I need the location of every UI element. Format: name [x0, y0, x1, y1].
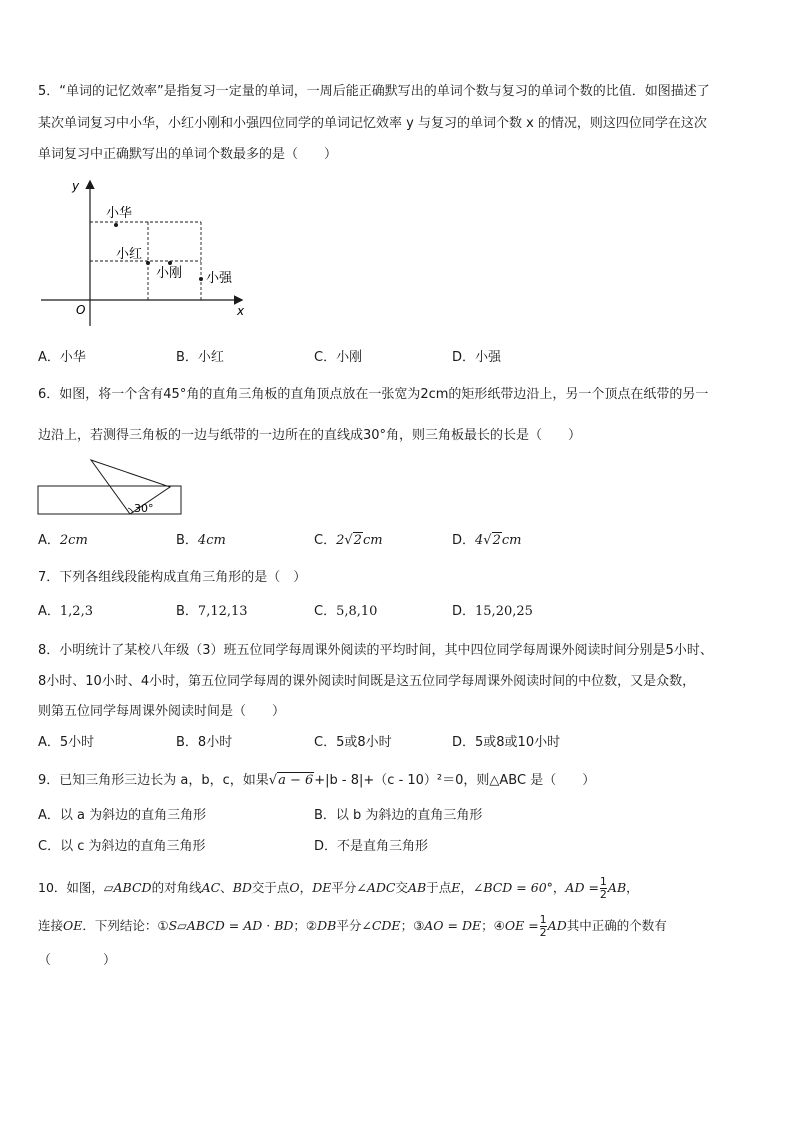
q6-line-2: 边沿上，若测得三角板的一边与纸带的一边所在的直线成30°角，则三角板最长的长是（ ）	[38, 428, 582, 443]
set-square-triangle	[91, 460, 170, 514]
q8-line-2: 8小时、10小时、4小时，第五位同学每周的课外阅读时间既是这五位同学每周课外阅读时间的中位数，又是众数，	[38, 674, 696, 689]
q7-option-d[interactable]: D．15,20,25	[452, 604, 533, 619]
q8-option-b[interactable]: B．8小时	[176, 735, 233, 750]
q5-line-3: 单词复习中正确默写出的单词个数最多的是（ ）	[38, 147, 338, 162]
q5-option-d[interactable]: D．小强	[452, 350, 502, 365]
q10-line-3: （ ）	[38, 953, 117, 968]
q8-line-1: 8．小明统计了某校八年级（3）班五位同学每周课外阅读的平均时间，其中四位同学每周课外阅读时间分别是5小时、	[38, 643, 713, 658]
point-xiaohua	[114, 223, 118, 227]
q6-option-a[interactable]: A．2cm	[38, 533, 88, 548]
q5-line-1: 5．“单词的记忆效率”是指复习一定量的单词，一周后能正确默写出的单词个数与复习的单词个数的比值．如图描述了	[38, 84, 710, 99]
point-xiaohong	[146, 261, 150, 265]
q6-line-1: 6．如图，将一个含有45°角的直角三角板的直角顶点放在一张宽为2cm的矩形纸带边沿上，另一个顶点在纸带的另一	[38, 387, 709, 402]
origin-label: O	[76, 303, 86, 317]
q8-option-a[interactable]: A．5小时	[38, 735, 95, 750]
q7-option-a[interactable]: A．1,2,3	[38, 604, 93, 619]
q6-option-c[interactable]: C．2√2cm	[314, 533, 383, 548]
q7-option-b[interactable]: B．7,12,13	[176, 604, 248, 619]
q5-option-c[interactable]: C．小刚	[314, 350, 363, 365]
label-xiaohong: 小红	[116, 247, 143, 262]
q6-triangle-strip-figure	[36, 456, 186, 518]
q7-option-c[interactable]: C．5,8,10	[314, 604, 378, 619]
q9-line-1: 9．已知三角形三边长为 a，b，c，如果√a − 6+|b - 8|+（c - 10）²＝0，则△ABC 是（ ）	[38, 773, 596, 788]
sqrt-sign: √	[344, 533, 353, 548]
y-axis-label: y	[72, 179, 80, 193]
point-xiaoqiang	[199, 277, 203, 281]
sqrt-sign: √	[483, 533, 492, 548]
fraction-one-half: $\frac{1}{2}$	[599, 875, 607, 901]
paper-strip	[38, 486, 181, 514]
q5-scatter-figure	[36, 176, 266, 326]
q9-option-c[interactable]: C．以 c 为斜边的直角三角形	[38, 839, 206, 854]
q7-line-1: 7．下列各组线段能构成直角三角形的是（ ）	[38, 570, 307, 585]
point-xiaogang	[168, 261, 172, 265]
q10-line-1: 10．如图，▱ABCD的对角线AC、BD交于点O，DE平分∠ADC交AB于点E，∠BCD = 60°，AD = $\frac{1}{2}$ AB，	[38, 875, 639, 901]
dashed-guides	[90, 222, 201, 300]
q8-line-3: 则第五位同学每周课外阅读时间是（ ）	[38, 704, 286, 719]
angle-label: 30°	[134, 502, 154, 515]
q5-option-b[interactable]: B．小红	[176, 350, 224, 365]
q8-option-c[interactable]: C．5或8小时	[314, 735, 392, 750]
x-axis-label: x	[237, 304, 245, 318]
label-xiaogang: 小刚	[156, 266, 183, 281]
q8-option-d[interactable]: D．5或8或10小时	[452, 735, 561, 750]
q9-option-b[interactable]: B．以 b 为斜边的直角三角形	[314, 808, 483, 823]
fraction-one-half: $\frac{1}{2}$	[539, 913, 547, 939]
q6-option-b[interactable]: B．4cm	[176, 533, 226, 548]
q5-option-a[interactable]: A．小华	[38, 350, 86, 365]
q9-option-a[interactable]: A．以 a 为斜边的直角三角形	[38, 808, 207, 823]
sqrt-sign: √	[268, 773, 278, 788]
label-xiaoqiang: 小强	[206, 271, 233, 286]
q9-option-d[interactable]: D．不是直角三角形	[314, 839, 429, 854]
label-xiaohua: 小华	[106, 206, 133, 221]
q5-line-2: 某次单词复习中小华，小红小刚和小强四位同学的单词记忆效率 y 与复习的单词个数 x 的情况，则这四位同学在这次	[38, 116, 707, 131]
q6-option-d[interactable]: D．4√2cm	[452, 533, 522, 548]
q10-line-2: 连接OE．下列结论：①S▱ABCD = AD · BD；②DB平分∠CDE；③AO = DE；④OE = $\frac{1}{2}$ AD其中正确的个数有	[38, 913, 667, 939]
